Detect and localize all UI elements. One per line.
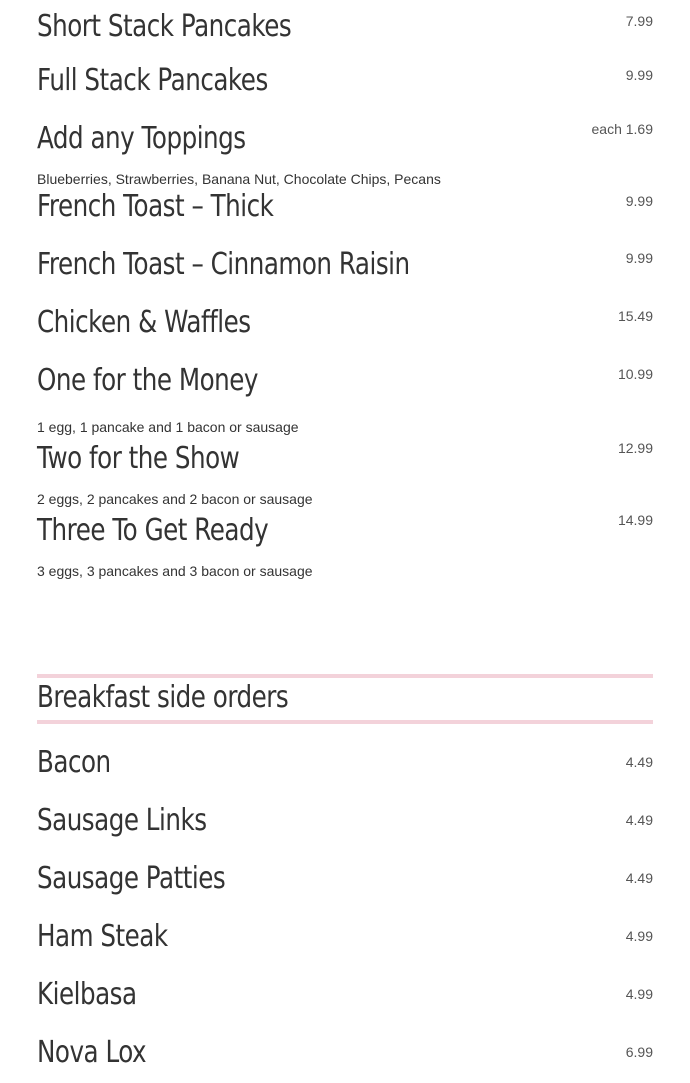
menu-item-chicken-waffles [37,294,653,352]
menu-item-french-toast-raisin [37,236,653,294]
section-title: Breakfast side orders [37,680,289,715]
menu-item-full-stack [37,54,653,108]
menu-item-french-toast-thick [37,188,653,226]
menu-item-three-to-get-ready [37,508,653,580]
item-price: 9.99 [625,67,653,83]
item-name: Two for the Show [37,441,240,476]
item-price: 4.99 [625,986,653,1002]
menu-item-one-for-money [37,352,653,436]
item-price: 4.49 [625,812,653,828]
item-name: Nova Lox [37,1035,147,1070]
menu-item-bacon [37,734,653,792]
side-orders-list [37,734,653,1082]
item-name: Short Stack Pancakes [37,9,292,44]
item-price: 4.49 [625,870,653,886]
menu-item-toppings [37,108,653,188]
item-price: 4.99 [625,928,653,944]
menu-item-sausage-links [37,792,653,850]
item-price: 10.99 [617,366,653,382]
menu-item-two-for-show [37,436,653,508]
item-name: French Toast – Thick [37,189,274,224]
menu-item-sausage-patties [37,850,653,908]
item-price: 9.99 [625,193,653,209]
item-description: 2 eggs, 2 pancakes and 2 bacon or sausage [37,491,313,507]
item-name: Three To Get Ready [37,513,269,548]
item-price: 12.99 [617,440,653,456]
item-name: French Toast – Cinnamon Raisin [37,247,410,282]
item-price: 9.99 [625,250,653,266]
menu-item-ham-steak [37,908,653,966]
menu-content [37,0,653,1082]
item-description: 3 eggs, 3 pancakes and 3 bacon or sausage [37,563,313,579]
item-name: Kielbasa [37,977,137,1012]
item-price: 7.99 [625,13,653,29]
menu-item-kielbasa [37,966,653,1024]
item-name: Sausage Patties [37,861,226,896]
item-name: One for the Money [37,363,258,398]
item-name: Full Stack Pancakes [37,63,268,98]
item-price: 4.49 [625,754,653,770]
item-name: Ham Steak [37,919,168,954]
item-name: Bacon [37,745,111,780]
menu-item-nova-lox [37,1024,653,1082]
item-price: 15.49 [617,308,653,324]
menu-item-short-stack [37,0,653,54]
item-description: 1 egg, 1 pancake and 1 bacon or sausage [37,419,299,435]
item-description: Blueberries, Strawberries, Banana Nut, Chocolate Chips, Pecans [37,171,441,187]
item-name: Chicken & Waffles [37,305,251,340]
item-price: 6.99 [625,1044,653,1060]
item-name: Sausage Links [37,803,207,838]
item-name: Add any Toppings [37,121,246,156]
section-header-side-orders [37,674,653,724]
item-price: 14.99 [617,512,653,528]
item-price: each 1.69 [591,121,653,137]
